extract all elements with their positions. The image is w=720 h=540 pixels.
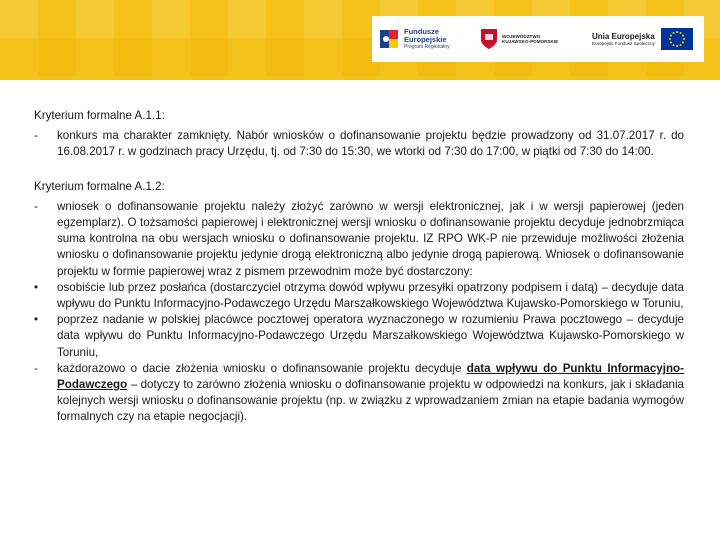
list-item: [34, 280, 684, 312]
criterion-a12-section: [34, 179, 684, 426]
list-item-text: osobiście lub przez posłańca (dostarczyciel otrzyma dowód wpływu przesyłki opatrzony podpisem i datą) – decyduje data wpływu do Punktu Informacyjno-Podawczego Urzędu Marszałkowskiego Województwa Kujawsko-Pomorskiego w Toruniu,: [57, 280, 684, 311]
fe-title-1: Fundusze: [404, 27, 439, 36]
eu-title: Unia Europejska: [592, 32, 655, 41]
list-item: [34, 312, 684, 361]
logo-strip: [372, 16, 704, 62]
list-item-text: wniosek o dofinansowanie projektu należy złożyć zarówno w wersji elektronicznej, jak i w wersji papierowej (jeden egzemplarz). O tożsamości papierowej i elektronicznej wersji wniosku o dofinansowanie projektu decyduje jednobrzmiąca suma kontrolna na obu wersjach wniosku o dofinansowanie projektu. IZ RPO WK-P nie przewiduje możliwości złożenia wniosku o dofinansowanie projektu jedynie drogą elektroniczną albo jedynie drogą papierową. Wniosek o dofinansowanie projektu w formie papierowej wraz z pismem przewodnim może być dostarczony:: [57, 199, 684, 278]
region-line-1: WOJEWÓDZTWO: [502, 33, 541, 39]
list-item-text: poprzez nadanie w polskiej placówce pocztowej operatora wyznaczonego w rozumieniu Prawa pocztowego – decyduje data wpływu do Punktu Informacyjno-Podawczego Urzędu Marszałkowskiego Województwa Kujawsko-Pomorskiego w Toruniu,: [57, 313, 684, 359]
coat-of-arms-icon: [480, 28, 498, 50]
region-line-2: KUJAWSKO-POMORSKIE: [502, 39, 559, 44]
text-after: – dotyczy to zarówno złożenia wniosku o dofinansowanie projektu w odpowiedzi na konkurs, jak i składania kolejnych wersji wniosku o dofinansowanie projektu (np. w związku z wprowadzaniem zmian na etapie badania wymogów formalnych czy na etapie negocjacji).: [57, 378, 684, 424]
list-marker: -: [34, 199, 38, 213]
list-item-text: [57, 361, 684, 426]
criterion-a12-heading: Kryterium formalne A.1.2:: [34, 179, 165, 193]
region-logo: [474, 16, 580, 62]
list-marker: -: [34, 361, 38, 375]
list-item-text: konkurs ma charakter zamknięty. Nabór wniosków o dofinansowanie projektu będzie prowadzony od 31.07.2017 r. do 16.08.2017 r. w godzinach pracy Urzędu, tj. od 7:30 do 15:30, we wtorki od 7:30 do 17:00, w piątki od 7:30 do 14:00.: [57, 129, 684, 159]
fe-subtitle: Program Regionalny: [404, 44, 450, 50]
bullet-marker: •: [34, 313, 39, 327]
fe-title-2: Europejskie: [404, 35, 447, 44]
list-item: [34, 199, 684, 280]
underlined-emphasis: data wpływu do Punktu Informacyjno-Podawczego: [57, 361, 684, 392]
document-content: [34, 108, 684, 426]
text-before: każdorazowo o dacie złożenia wniosku o dofinansowanie projektu decyduje: [57, 361, 467, 375]
fundusze-europejskie-icon: [378, 28, 400, 50]
list-marker: -: [34, 129, 38, 143]
fundusze-europejskie-logo: [372, 16, 474, 62]
criterion-a11-heading: Kryterium formalne A.1.1:: [34, 109, 165, 122]
eu-subtitle: Europejski Fundusz Społeczny: [592, 41, 655, 46]
criterion-a11-section: [34, 108, 684, 161]
eu-flag-icon: [661, 28, 693, 50]
header-band: [0, 0, 720, 80]
list-item: [34, 128, 684, 160]
list-item: [34, 361, 684, 426]
eu-logo: [580, 16, 704, 62]
bullet-marker: •: [34, 280, 39, 294]
